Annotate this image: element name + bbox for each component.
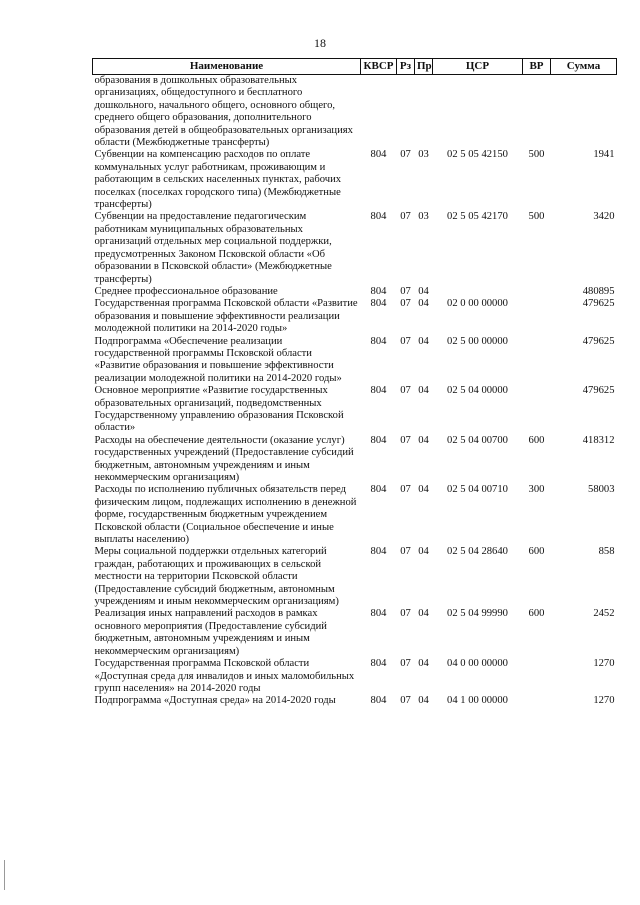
row-vr: 500: [528, 149, 545, 161]
row-vr: [523, 385, 551, 435]
row-name: Основное мероприятие «Развитие государственных образовательных организаций, подведомственных Государственному управлению образования Псковской области»: [94, 385, 344, 434]
page-number: 18: [314, 36, 326, 50]
row-vr: [523, 75, 551, 150]
row-vr: 300: [528, 484, 545, 496]
row-name: Государственная программа Псковской области «Развитие образования и повышение эффективности реализации молодежной политики на 2014-2020 годы»: [94, 298, 358, 335]
row-name: Субвенции на предоставление педагогическим работникам муниципальных образовательных организаций отдельных мер социальной поддержки, предусмотренных Законом Псковской области «Об образовании в Псковской области» (Межбюджетные трансферты): [94, 211, 332, 285]
table-row: [93, 75, 617, 150]
scan-edge-mark: [4, 860, 5, 890]
row-csr: 02 0 00 00000: [447, 298, 508, 310]
row-sum: [551, 75, 617, 150]
row-rz: 07: [400, 211, 411, 223]
table-row: [93, 608, 617, 658]
row-rz: 07: [400, 695, 411, 707]
table-row: [93, 695, 617, 707]
row-name: Среднее профессиональное образование: [94, 285, 278, 297]
row-name: Субвенции на компенсацию расходов по оплате коммунальных услуг работникам, проживающим и работающим в сельских населенных пунктах, рабочих поселках (поселках городского типа) (Межбюджетные трансферты): [94, 149, 342, 211]
row-pr: 04: [418, 285, 429, 297]
row-pr: 03: [418, 149, 429, 161]
row-sum: 1270: [593, 658, 615, 670]
row-vr: 600: [528, 546, 545, 558]
row-kvsr: 804: [370, 434, 387, 446]
table-row: [93, 484, 617, 546]
row-kvsr: 804: [370, 695, 387, 707]
row-pr: 04: [418, 658, 429, 670]
header-pr: Пр: [415, 59, 433, 75]
row-csr: 02 5 04 28640: [447, 546, 508, 558]
row-csr: 02 5 05 42170: [447, 211, 508, 223]
row-pr: 04: [418, 484, 429, 496]
row-sum: 418312: [582, 434, 615, 446]
table-row: [93, 286, 617, 298]
row-kvsr: 804: [370, 546, 387, 558]
row-csr: 04 1 00 00000: [447, 695, 508, 707]
row-kvsr: 804: [370, 298, 387, 310]
header-kvsr: КВСР: [361, 59, 397, 75]
row-name: Государственная программа Псковской области «Доступная среда для инвалидов и иных маломобильных групп населения» на 2014-2020 годы: [94, 658, 355, 694]
row-pr: 03: [418, 211, 429, 223]
row-rz: 07: [400, 285, 411, 297]
row-csr: 02 5 04 99990: [447, 608, 508, 620]
row-kvsr: 804: [370, 658, 387, 670]
row-csr: [433, 286, 523, 298]
header-csr: ЦСР: [433, 59, 523, 75]
row-pr: 04: [418, 546, 429, 558]
row-rz: 07: [400, 434, 411, 446]
row-csr: 02 5 04 00000: [447, 385, 508, 397]
header-sum: Сумма: [551, 59, 617, 75]
row-pr: 04: [418, 335, 429, 347]
row-vr: [523, 298, 551, 335]
row-pr: 04: [418, 608, 429, 620]
row-name: Подпрограмма «Обеспечение реализации государственной программы Псковской области «Развитие образования и повышение эффективности реализации молодежной политики на 2014-2020 годы»: [94, 335, 342, 384]
table-row: [93, 435, 617, 485]
table-row: [93, 385, 617, 435]
table-row: [93, 298, 617, 335]
row-rz: 07: [400, 484, 411, 496]
row-kvsr: 804: [370, 385, 387, 397]
row-sum: 58003: [588, 484, 615, 496]
table-row: [93, 336, 617, 386]
row-sum: 3420: [593, 211, 615, 223]
row-pr: 04: [418, 298, 429, 310]
row-rz: [397, 75, 415, 150]
row-rz: 07: [400, 149, 411, 161]
row-kvsr: 804: [370, 285, 387, 297]
row-pr: 04: [418, 434, 429, 446]
row-sum: 479625: [582, 298, 615, 310]
row-rz: 07: [400, 608, 411, 620]
row-vr: [523, 286, 551, 298]
table-header-row: [93, 59, 617, 75]
row-kvsr: 804: [370, 608, 387, 620]
row-vr: [523, 658, 551, 695]
header-vr: ВР: [523, 59, 551, 75]
row-kvsr: 804: [370, 335, 387, 347]
row-rz: 07: [400, 298, 411, 310]
row-rz: 07: [400, 546, 411, 558]
row-rz: 07: [400, 658, 411, 670]
row-sum: 2452: [593, 608, 615, 620]
header-rz: Рз: [397, 59, 415, 75]
row-csr: 02 5 04 00710: [447, 484, 508, 496]
row-vr: 600: [528, 434, 545, 446]
row-rz: 07: [400, 385, 411, 397]
row-sum: 479625: [582, 385, 615, 397]
row-name: Реализация иных направлений расходов в рамках основного мероприятия (Предоставление субсидий бюджетным, автономным учреждениям и иным некоммерческим организациям): [94, 608, 327, 657]
table-row: [93, 149, 617, 211]
row-sum: 1270: [593, 695, 615, 707]
row-name: образования в дошкольных образовательных организациях, общедоступного и бесплатного дошкольного, начального общего, основного общего, среднего общего образования, дополнительного образования детей в общеобразовательных организациях области (Межбюджетные трансферты): [94, 75, 353, 149]
table-row: [93, 658, 617, 695]
row-name: Меры социальной поддержки отдельных категорий граждан, работающих и проживающих в сельской местности на территории Псковской области (Предоставление субсидий бюджетным, автономным учреждениям и иным некоммерческим организациям): [94, 546, 339, 608]
row-kvsr: 804: [370, 484, 387, 496]
row-sum: 479625: [582, 335, 615, 347]
row-kvsr: 804: [370, 211, 387, 223]
row-pr: 04: [418, 385, 429, 397]
table-row: [93, 211, 617, 285]
table-row: [93, 546, 617, 608]
header-name: Наименование: [93, 59, 361, 75]
row-sum: 480895: [582, 285, 615, 297]
row-csr: [433, 75, 523, 150]
budget-table: [92, 58, 617, 708]
row-name: Расходы по исполнению публичных обязательств перед физическим лицом, подлежащих исполнению в денежной форме, государственным бюджетным учреждением Псковской области (Социальное обеспечение и иные выплаты населению): [94, 484, 357, 546]
row-vr: 500: [528, 211, 545, 223]
row-name: Расходы на обеспечение деятельности (оказание услуг) государственных учреждений (Предоставление субсидий бюджетным, автономным учреждениям и иным некоммерческим организациям): [94, 434, 354, 483]
row-pr: [415, 75, 433, 150]
row-sum: 858: [598, 546, 615, 558]
row-vr: 600: [528, 608, 545, 620]
row-kvsr: 804: [370, 149, 387, 161]
row-vr: [523, 695, 551, 707]
row-csr: 04 0 00 00000: [447, 658, 508, 670]
row-sum: 1941: [593, 149, 615, 161]
row-csr: 02 5 05 42150: [447, 149, 508, 161]
row-vr: [523, 336, 551, 386]
row-pr: 04: [418, 695, 429, 707]
row-name: Подпрограмма «Доступная среда» на 2014-2020 годы: [94, 695, 336, 707]
row-kvsr: [361, 75, 397, 150]
row-csr: 02 5 04 00700: [447, 434, 508, 446]
row-csr: 02 5 00 00000: [447, 335, 508, 347]
row-rz: 07: [400, 335, 411, 347]
